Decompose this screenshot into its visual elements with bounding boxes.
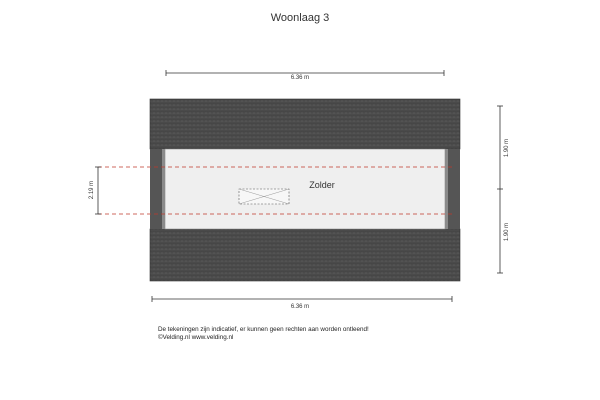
floor-title: Woonlaag 3 bbox=[270, 12, 330, 24]
top-width-label: 6.36 m bbox=[290, 75, 310, 81]
bottom-width-label: 6.36 m bbox=[290, 304, 310, 310]
bottom-dimension bbox=[152, 296, 452, 310]
floor-hatch bbox=[239, 189, 289, 204]
attic-floor bbox=[165, 149, 445, 229]
left-wall-inner bbox=[162, 149, 165, 229]
room-label: Zolder bbox=[309, 180, 335, 190]
top-dimension bbox=[166, 70, 444, 81]
credit-text: ©Velding.nl www.velding.nl bbox=[158, 334, 234, 341]
right-wall-inner bbox=[445, 149, 448, 229]
right-dimension bbox=[497, 106, 510, 273]
disclaimer-text: De tekeningen zijn indicatief, er kunnen geen rechten aan worden ontleend! bbox=[158, 326, 369, 333]
footer bbox=[158, 326, 369, 342]
roof-lower bbox=[150, 229, 460, 281]
left-dimension bbox=[89, 167, 101, 214]
roof-upper bbox=[150, 99, 460, 149]
right-lower-label: 1.90 m bbox=[504, 222, 510, 242]
right-upper-label: 1.90 m bbox=[504, 138, 510, 158]
left-height-label: 2.19 m bbox=[89, 180, 95, 200]
